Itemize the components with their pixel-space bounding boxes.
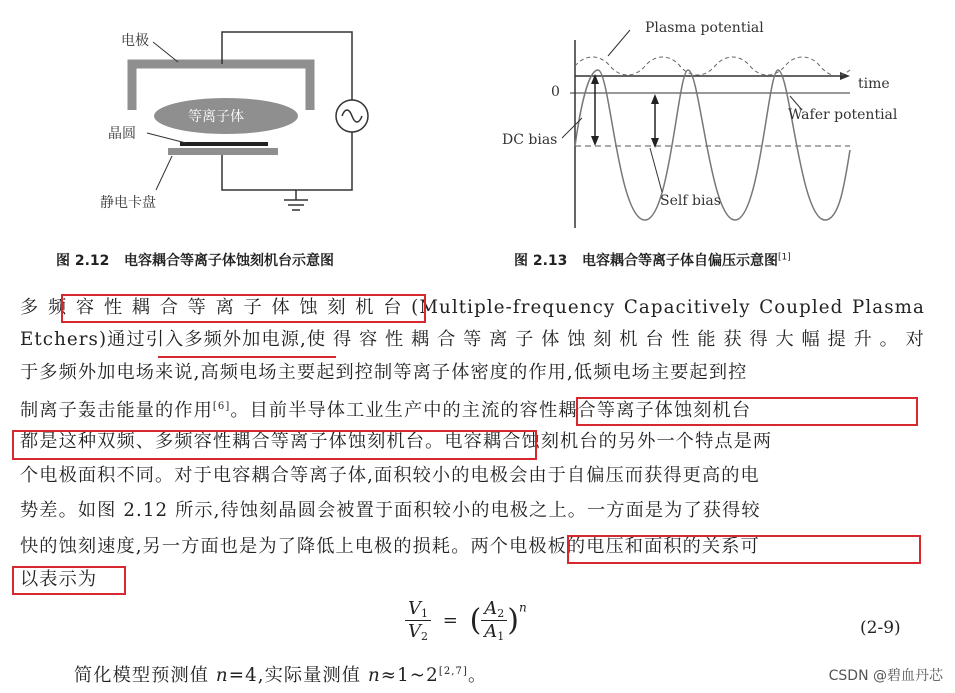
label-chuck: 静电卡盘: [100, 195, 156, 211]
text-segment: 台: [383, 297, 403, 318]
text-segment: (Multiple-frequency: [411, 297, 616, 318]
text-segment: 提: [827, 329, 847, 350]
text-segment: 多: [20, 297, 40, 318]
text-segment: 子: [515, 329, 535, 350]
text-segment: 刻: [327, 297, 347, 318]
paragraph-line-10: 简化模型预测值 n=4,实际量测值 n≈1~2[2,7]。: [74, 665, 488, 687]
text-segment: 耦: [411, 329, 431, 350]
equation-2-9: $\frac{V_1}{V_2}$ = ( $\frac{A_2}{A_1}$ )$^n$: [405, 598, 527, 643]
label-dc-bias: DC bias: [502, 132, 558, 148]
highlight-box-4: [567, 535, 921, 564]
text-segment: 性: [103, 297, 124, 318]
text-segment: 得: [749, 329, 769, 350]
paragraph-line-8: 快的蚀刻速度,另一方面也是为了降低上电极的损耗。两个电极板的电压和面积的关系可: [20, 536, 760, 557]
caption-fig-2-12: 图 2.12 电容耦合等离子体蚀刻机台示意图: [56, 253, 335, 269]
plasma-potential-wave: [575, 57, 850, 76]
text-segment: 蚀: [299, 297, 319, 318]
paragraph-line-2: [20, 328, 925, 352]
fraction-a: $\frac{A_2}{A_1}$: [481, 598, 507, 643]
text-segment: 频: [47, 297, 68, 318]
paragraph-line-6: 个电极面积不同。对于电容耦合等离子体,面积较小的电极会由于自偏压而获得更高的电: [20, 465, 760, 486]
label-zero: 0: [551, 84, 560, 100]
text-segment: 体: [271, 297, 291, 318]
text-segment: 对: [905, 329, 925, 350]
text-segment: 蚀: [567, 329, 587, 350]
caption-fig-2-13: 图 2.13 电容耦合等离子体自偏压示意图[1]: [514, 252, 791, 269]
label-plasma-potential: Plasma potential: [645, 20, 764, 36]
label-wafer: 晶圆: [108, 126, 136, 142]
paragraph-line-9: 以表示为: [20, 569, 98, 590]
paragraph-line-3: 于多频外加电场来说,高频电场主要起到控制等离子体密度的作用,低频电场主要起到控: [20, 362, 748, 383]
wafer: [180, 142, 268, 146]
text-segment: Coupled: [759, 297, 844, 318]
highlight-underline: [158, 356, 336, 358]
paragraph-line-5: 都是这种双频、多频容性耦合等离子体蚀刻机台。电容耦合蚀刻机台的另外一个特点是两: [20, 431, 773, 452]
text-segment: 容: [75, 297, 96, 318]
text-segment: Plasma: [852, 297, 925, 318]
text-segment: 台: [645, 329, 665, 350]
text-segment: 耦: [131, 297, 152, 318]
electrostatic-chuck: [168, 148, 278, 155]
text-segment: 机: [619, 329, 639, 350]
text-segment: 合: [437, 329, 457, 350]
text-segment: 等: [463, 329, 483, 350]
text-segment: 离: [489, 329, 509, 350]
text-segment: 。: [879, 329, 899, 350]
text-segment: 能: [697, 329, 717, 350]
text-segment: 幅: [801, 329, 821, 350]
text-segment: 等: [187, 297, 207, 318]
text-segment: 容: [358, 329, 379, 350]
equation-number: (2-9): [860, 618, 901, 638]
watermark: CSDN @碧血丹芯: [828, 668, 943, 684]
label-self-bias: Self bias: [660, 193, 721, 209]
text-segment: 机: [355, 297, 375, 318]
text-segment: 离: [215, 297, 235, 318]
text-segment: 刻: [593, 329, 613, 350]
paragraph-line-7: 势差。如图 2.12 所示,待蚀刻晶圆会被置于面积较小的电极之上。一方面是为了获得较: [20, 500, 761, 521]
text-segment: 获: [723, 329, 743, 350]
text-segment: 大: [775, 329, 795, 350]
text-segment: 合: [159, 297, 179, 318]
ground-icon: [284, 200, 308, 210]
text-segment: 得: [332, 329, 353, 350]
fraction-v: $\frac{V_1}{V_2}$: [405, 598, 431, 643]
text-segment: 升: [853, 329, 873, 350]
label-wafer-potential: Wafer potential: [788, 107, 898, 123]
text-segment: 体: [541, 329, 561, 350]
text-segment: 子: [243, 297, 263, 318]
highlight-box-3: [12, 430, 537, 460]
text-segment: 性: [385, 329, 405, 350]
label-plasma: 等离子体: [188, 109, 244, 125]
label-electrode: 电极: [121, 33, 149, 49]
text-segment: 性: [671, 329, 691, 350]
label-time: time: [858, 76, 890, 92]
text-segment: Capacitively: [623, 297, 751, 318]
paragraph-line-4: 制离子轰击能量的作用[6]。目前半导体工业生产中的主流的容性耦合等离子体蚀刻机台: [20, 400, 752, 422]
highlight-box-2: [576, 397, 918, 426]
text-segment: Etchers)通过引入多频外加电源,使: [20, 329, 327, 350]
highlight-box-5: [12, 566, 126, 595]
highlight-box-1: [61, 294, 426, 323]
